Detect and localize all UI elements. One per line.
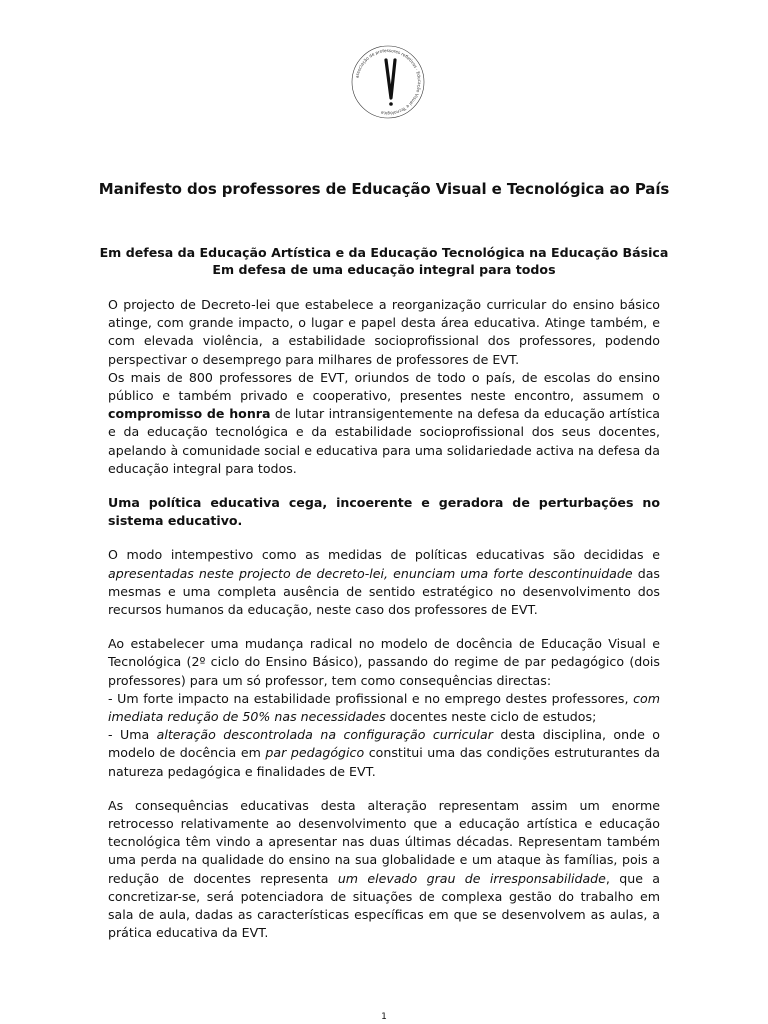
text-run: , que a concretizar-se, será potenciadora de situações de complexa gestão do trabalho em sala de aula, dadas as características específicas em que se desenvolvem as aulas, a prática educativa da EVT.: [108, 870, 660, 941]
subtitles: [0, 244, 768, 278]
text-run: de lutar intransigentemente na defesa da educação artística e da educação tecnológica e da estabilidade socioprofissional dos seus docentes, apelando à comunidade social e educativa para uma solidariedade activa na defesa da educação integral para todos.: [108, 406, 661, 476]
subtitle-2: Em defesa de uma educação integral para todos: [212, 262, 556, 277]
text-run: - Um forte impacto na estabilidade profissional e no emprego destes professores,: [108, 690, 634, 706]
text-run: As consequências educativas desta alteração representam assim um enorme retrocesso relativamente ao desenvolvimento que a educação artística e educação tecnológica têm vindo a apresentar nas duas últimas décadas. Representam também uma perda na qualidade do ensino na sua globalidade e um ataque às famílias, pois a redução de docentes representa: [108, 797, 660, 886]
bold-text: compromisso de honra: [108, 406, 271, 422]
paragraph-1: O projecto de Decreto-lei que estabelece a reorganização curricular do ensino básico atinge, com grande impacto, o lugar e papel desta área educativa. Atinge também, e com elevada violência, a estabilidade socioprofissional dos professores, podendo perspectivar o desemprego para milhares de professores de EVT.: [108, 297, 660, 367]
logo: [350, 44, 426, 120]
text-run: O modo intempestivo como as medidas de políticas educativas são decididas e: [108, 547, 660, 563]
bullet-2: [108, 726, 660, 781]
svg-text:associação de professores refl: associação de professores refletivos · Educação Visual e Tecnológica: [354, 47, 423, 117]
text-run: desta disciplina, onde o modelo de docência em: [108, 727, 660, 761]
italic-text: alteração descontrolada na configuração curricular: [156, 727, 493, 743]
text-run: Os mais de 800 professores de EVT, oriundos de todo o país, de escolas do ensino público e também privado e cooperativo, presentes neste encontro, assumem o: [108, 369, 660, 404]
italic-text: com imediata redução de 50% nas necessidades: [108, 690, 660, 725]
text-run: - Uma: [108, 727, 157, 743]
paragraph-4: Ao estabelecer uma mudança radical no modelo de docência de Educação Visual e Tecnológica (2º ciclo do Ensino Básico), passando do regime de par pedagógico (dois professores) para um só professor, tem como consequências directas:: [108, 636, 660, 688]
document-body: [108, 296, 660, 943]
text-run: docentes neste ciclo de estudos;: [385, 709, 597, 725]
paragraph-3: [108, 546, 660, 619]
text-run: constitui uma das condições estruturantes da natureza pedagógica e finalidades de EVT.: [108, 745, 660, 779]
subtitle-1: Em defesa da Educação Artística e da Educação Tecnológica na Educação Básica: [99, 245, 669, 260]
bullet-1: [108, 690, 660, 726]
italic-text: par pedagógico: [265, 745, 365, 761]
logo-seal-icon: [350, 44, 426, 120]
section-heading: Uma política educativa cega, incoerente e geradora de perturbações no sistema educativo.: [108, 495, 660, 529]
page-number: 1: [381, 1012, 387, 1022]
paragraph-2: [108, 369, 660, 478]
page-title: Manifesto dos professores de Educação Visual e Tecnológica ao País: [98, 180, 670, 198]
text-run: das mesmas e uma completa ausência de sentido estratégico no desenvolvimento dos recursos humanos da educação, neste caso dos professores de EVT.: [108, 565, 660, 618]
paragraph-5: [108, 797, 660, 943]
italic-text: apresentadas neste projecto de decreto-lei, enunciam uma forte descontinuidade: [108, 565, 633, 581]
italic-text: um elevado grau de irresponsabilidade: [337, 870, 606, 886]
